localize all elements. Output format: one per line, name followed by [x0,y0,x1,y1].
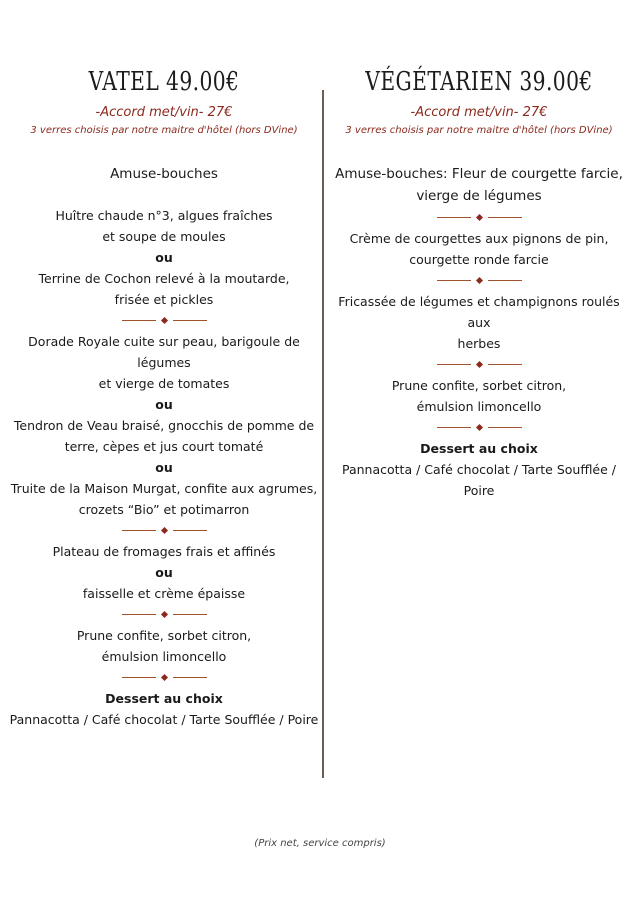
ornament-divider [5,520,323,541]
diamond-icon [160,527,167,534]
or-separator: ou [155,565,173,580]
diamond-icon [475,424,482,431]
or-separator: ou [155,460,173,475]
or-separator: ou [155,250,173,265]
column-divider [322,90,324,778]
dish-creme: Crème de courgettes aux pignons de pin, courgette ronde farcie [349,231,609,267]
ornament-divider [328,354,630,375]
diamond-icon [160,674,167,681]
diamond-icon [475,361,482,368]
wine-pairing-price: -Accord met/vin- 27€ [410,105,548,120]
ornament-divider [5,604,323,625]
wine-pairing-note: 3 verres choisis par notre maitre d'hôtel (hors DVine) [30,125,298,136]
dish-huitre: Huître chaude n°3, algues fraîches et soupe de moules [55,208,273,244]
dish-prune: Prune confite, sorbet citron, émulsion limoncello [76,628,252,664]
price-footnote: (Prix net, service compris) [254,838,386,849]
ornament-divider [328,417,630,438]
ornament-divider [5,667,323,688]
dish-truite: Truite de la Maison Murgat, confite aux agrumes, crozets “Bio” et potimarron [10,481,318,517]
ornament-divider [5,310,323,331]
dish-terrine: Terrine de Cochon relevé à la moutarde, frisée et pickles [38,271,290,307]
dessert-list: Pannacotta / Café chocolat / Tarte Soufflée / Poire [9,712,319,727]
dish-plateau: Plateau de fromages frais et affinés [52,544,276,559]
dessert-list: Pannacotta / Café chocolat / Tarte Soufflée / Poire [342,462,616,498]
ornament-divider [328,270,630,291]
menu-vatel [5,62,323,730]
dish-faisselle: faisselle et crème épaisse [82,586,246,601]
menu-title-vegetarien: VÉGÉTARIEN 39.00€ [365,67,593,97]
wine-pairing-note: 3 verres choisis par notre maitre d'hôtel (hors DVine) [345,125,613,136]
amuse-bouches: Amuse-bouches [110,166,218,182]
diamond-icon [160,317,167,324]
wine-pairing-price: -Accord met/vin- 27€ [95,105,233,120]
dish-fricassee: Fricassée de légumes et champignons roulés aux herbes [338,294,620,351]
menu-vegetarien [328,62,630,501]
menu-title-vatel: VATEL 49.00€ [88,67,240,97]
dish-dorade: Dorade Royale cuite sur peau, barigoule de légumes et vierge de tomates [28,334,300,391]
or-separator: ou [155,397,173,412]
diamond-icon [160,611,167,618]
diamond-icon [475,277,482,284]
dish-tendron: Tendron de Veau braisé, gnocchis de pomme de terre, cèpes et jus court tomaté [13,418,315,454]
diamond-icon [475,214,482,221]
dessert-title: Dessert au choix [105,691,223,706]
amuse-bouches: Amuse-bouches: Fleur de courgette farcie, vierge de légumes [335,166,623,204]
dish-prune: Prune confite, sorbet citron, émulsion limoncello [391,378,567,414]
ornament-divider [328,207,630,228]
dessert-title: Dessert au choix [420,441,538,456]
